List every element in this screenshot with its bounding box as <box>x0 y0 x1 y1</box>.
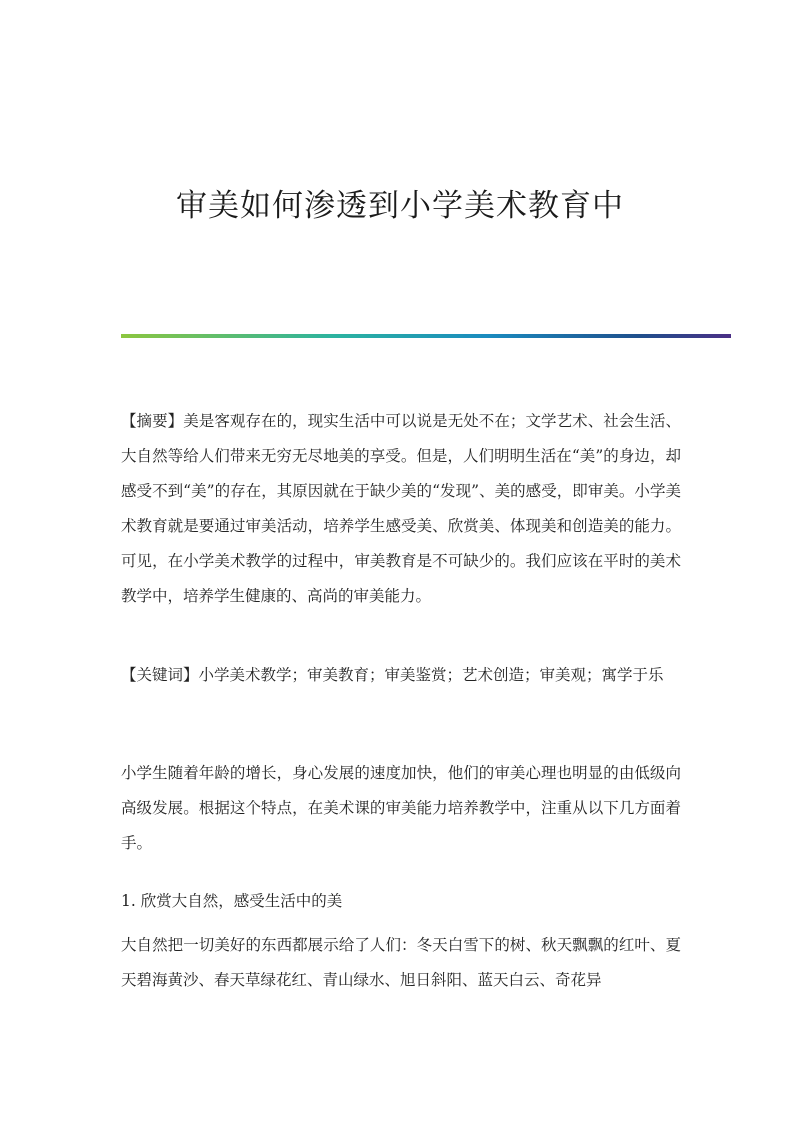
intro-paragraph: 小学生随着年龄的增长，身心发展的速度加快，他们的审美心理也明显的由低级向高级发展。根据这个特点，在美术课的审美能力培养教学中，注重从以下几方面着手。 <box>121 764 681 852</box>
abstract-paragraph <box>121 404 681 614</box>
intro-block <box>121 756 681 861</box>
section-paragraph: 大自然把一切美好的东西都展示给了人们：冬天白雪下的树、秋天飘飘的红叶、夏天碧海黄沙、春天草绿花红、青山绿水、旭日斜阳、蓝天白云、奇花异 <box>121 936 681 989</box>
section-heading-block <box>121 884 681 919</box>
abstract-label: 【摘要】 <box>121 412 184 430</box>
abstract-block <box>121 404 681 614</box>
abstract-text: 美是客观存在的，现实生活中可以说是无处不在；文学艺术、社会生活、大自然等给人们带来无穷无尽地美的享受。但是，人们明明生活在“美”的身边，却感受不到“美”的存在，其原因就在于缺少美的“发现”、美的感受，即审美。小学美术教育就是要通过审美活动，培养学生感受美、欣赏美、体现美和创造美的能力。可见，在小学美术教学的过程中，审美教育是不可缺少的。我们应该在平时的美术教学中，培养学生健康的、高尚的审美能力。 <box>121 412 681 605</box>
section-heading: 1. 欣赏大自然，感受生活中的美 <box>121 892 343 910</box>
keywords-label: 【关键词】 <box>121 666 199 684</box>
keywords-text: 小学美术教学；审美教育；审美鉴赏；艺术创造；审美观；寓学于乐 <box>198 666 664 684</box>
title-divider <box>121 334 731 338</box>
keywords-paragraph <box>121 658 681 693</box>
section-body-block <box>121 928 681 998</box>
page-title: 审美如何渗透到小学美术教育中 <box>176 188 624 224</box>
keywords-block <box>121 658 681 693</box>
